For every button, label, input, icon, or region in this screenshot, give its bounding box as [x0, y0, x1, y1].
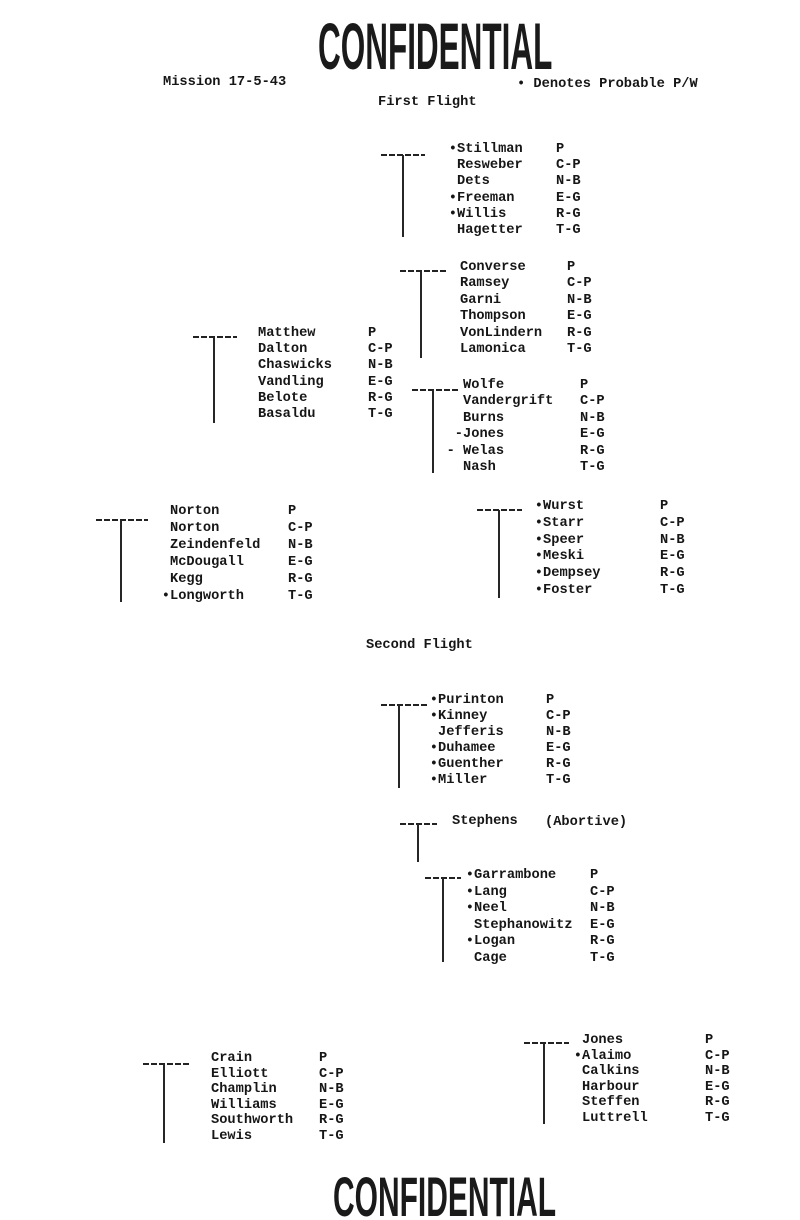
- formation-tee-horizontal: [524, 1042, 569, 1044]
- crew-position: E-G: [580, 427, 605, 443]
- crew-row: [457, 223, 596, 239]
- crew-name: •Garrambone: [465, 868, 557, 883]
- crew-name: McDougall: [170, 555, 244, 570]
- crew-name: Harbour: [582, 1079, 640, 1095]
- ship-crew-list: [446, 378, 620, 476]
- crew-row: [211, 1098, 359, 1114]
- crew-position: P: [368, 326, 377, 341]
- formation-tee-horizontal: [400, 823, 437, 825]
- crew-name: •Longworth: [161, 589, 244, 604]
- crew-name: •Kinney: [429, 709, 488, 724]
- crew-position: R-G: [660, 566, 685, 582]
- crew-row: [211, 1067, 359, 1083]
- crew-name: VonLindern: [460, 325, 543, 341]
- crew-position: T-G: [288, 589, 313, 604]
- crew-row: [258, 342, 408, 358]
- crew-name: Lamonica: [460, 341, 526, 357]
- crew-position: T-G: [556, 222, 581, 238]
- crew-row: [454, 427, 620, 443]
- crew-name: Norton: [170, 504, 220, 519]
- crew-position: R-G: [319, 1113, 344, 1129]
- crew-position: P: [580, 378, 589, 393]
- crew-position: R-G: [580, 443, 605, 459]
- crew-row: [582, 1080, 745, 1096]
- crew-position: C-P: [368, 342, 393, 358]
- formation-tee-horizontal: [477, 509, 522, 511]
- crew-row: [460, 309, 607, 325]
- crew-row: [170, 503, 328, 520]
- crew-position: N-B: [368, 358, 393, 374]
- crew-row: [573, 1048, 745, 1065]
- crew-name: •Wurst: [534, 499, 585, 514]
- formation-tee-horizontal: [412, 389, 458, 391]
- crew-name: Steffen: [582, 1095, 640, 1111]
- crew-name: Matthew: [258, 326, 316, 341]
- crew-position: N-B: [590, 901, 615, 917]
- crew-row: [534, 582, 700, 600]
- crew-position: T-G: [319, 1128, 344, 1144]
- crew-row: [460, 326, 607, 342]
- ship-crew-list: [460, 260, 607, 358]
- crew-row: [582, 1033, 745, 1049]
- crew-position: C-P: [590, 884, 615, 900]
- crew-name: - Welas: [446, 443, 505, 459]
- crew-position: P: [546, 693, 555, 708]
- crew-name: Belote: [258, 390, 308, 406]
- crew-row: [448, 142, 596, 158]
- crew-row: [429, 693, 586, 709]
- crew-name: •Alaimo: [573, 1048, 632, 1064]
- crew-position: R-G: [567, 325, 592, 341]
- crew-position: R-G: [590, 934, 615, 950]
- crew-name: •Dempsey: [534, 566, 601, 582]
- crew-name: Crain: [211, 1051, 253, 1066]
- crew-position: T-G: [705, 1110, 730, 1126]
- crew-row: [582, 1095, 745, 1111]
- crew-name: Dalton: [258, 342, 308, 358]
- formation-tee-vertical: [543, 1043, 545, 1124]
- crew-name: Thompson: [460, 309, 526, 325]
- crew-name: •Logan: [465, 934, 516, 950]
- formation-tee-vertical: [417, 824, 419, 862]
- crew-name: •Starr: [534, 515, 585, 531]
- crew-position: C-P: [567, 276, 592, 292]
- crew-row: [211, 1129, 359, 1145]
- crew-row: [258, 407, 408, 423]
- crew-position: C-P: [319, 1066, 344, 1082]
- ship-crew-list: [534, 499, 700, 600]
- crew-position: E-G: [556, 190, 581, 206]
- crew-name: Resweber: [457, 158, 523, 174]
- crew-position: R-G: [705, 1095, 730, 1111]
- crew-name: •Neel: [465, 901, 507, 917]
- crew-row: [582, 1111, 745, 1127]
- crew-position: N-B: [567, 292, 592, 308]
- mission-number: Mission 17-5-43: [163, 75, 287, 90]
- crew-position: C-P: [288, 521, 313, 536]
- crew-position: E-G: [288, 555, 313, 570]
- crew-position: R-G: [368, 390, 393, 406]
- crew-row: [429, 757, 586, 773]
- crew-name: •Purinton: [429, 693, 504, 708]
- crew-name: •Stillman: [448, 142, 523, 157]
- crew-position: N-B: [546, 725, 571, 740]
- crew-name: Vandergrift: [463, 394, 554, 410]
- crew-position: R-G: [288, 572, 313, 587]
- crew-row: [211, 1082, 359, 1098]
- abortive-note: (Abortive): [545, 815, 628, 830]
- crew-name: •Lang: [465, 884, 507, 900]
- crew-name: Kegg: [170, 572, 203, 587]
- crew-row: [534, 549, 700, 566]
- ship-crew-list: [448, 142, 596, 239]
- crew-position: N-B: [580, 410, 605, 426]
- crew-position: N-B: [705, 1064, 730, 1080]
- crew-position: P: [590, 868, 599, 883]
- crew-position: R-G: [556, 206, 581, 222]
- crew-row: [429, 741, 586, 757]
- crew-name: Jones: [582, 1033, 624, 1048]
- crew-row: [465, 934, 630, 951]
- crew-row: [463, 378, 620, 394]
- crew-position: N-B: [556, 174, 581, 190]
- ship-crew-list: [429, 693, 586, 789]
- crew-name: Garni: [460, 292, 502, 308]
- crew-row: [465, 868, 630, 885]
- crew-row: [258, 391, 408, 407]
- crew-position: T-G: [567, 341, 592, 357]
- crew-row: [448, 190, 596, 207]
- crew-row: [463, 411, 620, 427]
- crew-position: E-G: [590, 917, 615, 933]
- crew-name: Converse: [460, 260, 526, 275]
- formation-tee-vertical: [432, 390, 434, 473]
- crew-position: P: [288, 504, 297, 519]
- crew-name: Ramsey: [460, 276, 510, 292]
- crew-position: T-G: [368, 406, 393, 422]
- crew-name: •Miller: [429, 773, 488, 788]
- crew-row: [258, 358, 408, 374]
- crew-row: [170, 571, 328, 588]
- crew-row: [170, 537, 328, 554]
- crew-row: [258, 326, 408, 342]
- crew-name: Luttrell: [582, 1110, 648, 1126]
- formation-tee-vertical: [402, 155, 404, 237]
- formation-tee-horizontal: [193, 336, 237, 338]
- crew-name: Elliott: [211, 1066, 269, 1082]
- second-flight-heading: Second Flight: [366, 638, 473, 653]
- crew-position: T-G: [590, 950, 615, 966]
- crew-name: Champlin: [211, 1082, 277, 1098]
- crew-position: P: [567, 260, 576, 275]
- crew-name: Vandling: [258, 374, 324, 390]
- crew-position: R-G: [546, 757, 571, 772]
- crew-row: [534, 515, 700, 533]
- crew-row: [258, 375, 408, 391]
- crew-name: Williams: [211, 1097, 277, 1113]
- crew-position: N-B: [288, 538, 313, 553]
- crew-row: [460, 260, 607, 276]
- crew-row: [429, 773, 586, 789]
- crew-position: P: [705, 1033, 714, 1048]
- crew-row: [460, 276, 607, 292]
- formation-tee-vertical: [120, 520, 122, 602]
- crew-position: E-G: [567, 309, 592, 325]
- crew-row: [170, 554, 328, 571]
- crew-row: [474, 918, 630, 935]
- crew-row: [438, 725, 586, 741]
- ship-crew-list: [161, 503, 328, 605]
- legend-note: • Denotes Probable P/W: [517, 77, 698, 92]
- crew-position: T-G: [580, 459, 605, 475]
- formation-tee-vertical: [213, 337, 215, 423]
- ship-crew-list: [573, 1033, 745, 1127]
- confidential-stamp-bottom: [333, 1174, 563, 1219]
- crew-position: E-G: [546, 741, 571, 756]
- crew-row: [463, 460, 620, 476]
- crew-position: C-P: [580, 394, 605, 410]
- crew-row: [465, 901, 630, 918]
- crew-position: E-G: [660, 549, 685, 565]
- crew-name: •Guenther: [429, 757, 504, 772]
- crew-name: Dets: [457, 174, 490, 190]
- crew-name: Zeindenfeld: [170, 538, 261, 553]
- crew-row: [534, 532, 700, 550]
- crew-row: [582, 1064, 745, 1080]
- ship-crew-list: [211, 1051, 359, 1145]
- crew-name: Burns: [463, 410, 505, 426]
- formation-tee-horizontal: [400, 270, 447, 272]
- confidential-stamp-top: [318, 13, 558, 79]
- formation-tee-vertical: [420, 271, 422, 358]
- crew-name: Basaldu: [258, 406, 316, 422]
- crew-row: [465, 884, 630, 902]
- crew-name: •Foster: [534, 582, 593, 598]
- crew-row: [457, 174, 596, 190]
- crew-row: [448, 206, 596, 223]
- crew-name: •Meski: [534, 549, 585, 565]
- crew-row: [463, 394, 620, 410]
- crew-name: •Duhamee: [429, 741, 496, 756]
- crew-position: T-G: [660, 582, 685, 598]
- crew-position: C-P: [546, 709, 571, 724]
- ship-crew-list: [258, 326, 408, 423]
- confidential-stamp-text: CONFIDENTIAL: [333, 1174, 557, 1219]
- crew-name: Hagetter: [457, 222, 523, 238]
- crew-name: Cage: [474, 950, 507, 966]
- crew-position: C-P: [660, 515, 685, 531]
- formation-tee-horizontal: [381, 704, 428, 706]
- crew-position: N-B: [660, 532, 685, 548]
- crew-row: [457, 158, 596, 174]
- formation-tee-vertical: [163, 1064, 165, 1143]
- crew-name: Nash: [463, 459, 496, 475]
- formation-tee-vertical: [398, 705, 400, 788]
- crew-position: E-G: [319, 1097, 344, 1113]
- crew-name: •Speer: [534, 532, 585, 548]
- crew-name: Calkins: [582, 1064, 640, 1080]
- crew-row: [211, 1051, 359, 1067]
- crew-row: [446, 443, 620, 460]
- formation-tee-vertical: [442, 878, 444, 962]
- ship-crew-list: [465, 868, 630, 968]
- crew-name: Jefferis: [438, 725, 504, 740]
- crew-row: [161, 588, 328, 605]
- crew-position: P: [319, 1051, 328, 1066]
- crew-row: [170, 520, 328, 537]
- crew-position: E-G: [705, 1079, 730, 1095]
- formation-tee-vertical: [498, 510, 500, 598]
- crew-row: [429, 709, 586, 725]
- crew-position: C-P: [705, 1048, 730, 1064]
- crew-row: [534, 566, 700, 583]
- crew-position: E-G: [368, 374, 393, 390]
- crew-name: Lewis: [211, 1128, 253, 1144]
- confidential-stamp-text: CONFIDENTIAL: [318, 13, 553, 79]
- crew-name: •Willis: [448, 206, 507, 222]
- crew-row: [211, 1113, 359, 1129]
- crew-row: [460, 342, 607, 358]
- crew-name: Chaswicks: [258, 358, 332, 374]
- crew-position: P: [556, 142, 565, 157]
- crew-name: Stephanowitz: [474, 917, 573, 933]
- first-flight-heading: First Flight: [378, 95, 477, 110]
- crew-name: Wolfe: [463, 378, 505, 393]
- formation-tee-horizontal: [143, 1063, 189, 1065]
- crew-row: [474, 951, 630, 968]
- crew-row: [534, 499, 700, 516]
- crew-name: •Freeman: [448, 190, 515, 206]
- crew-position: N-B: [319, 1082, 344, 1098]
- crew-row: [460, 293, 607, 309]
- crew-position: P: [660, 499, 669, 514]
- crew-position: C-P: [556, 158, 581, 174]
- formation-tee-horizontal: [96, 519, 148, 521]
- abortive-pilot-name: Stephens: [452, 814, 518, 829]
- crew-position: T-G: [546, 773, 571, 788]
- crew-name: Norton: [170, 521, 220, 536]
- crew-name: Southworth: [211, 1113, 294, 1129]
- crew-name: -Jones: [454, 427, 505, 443]
